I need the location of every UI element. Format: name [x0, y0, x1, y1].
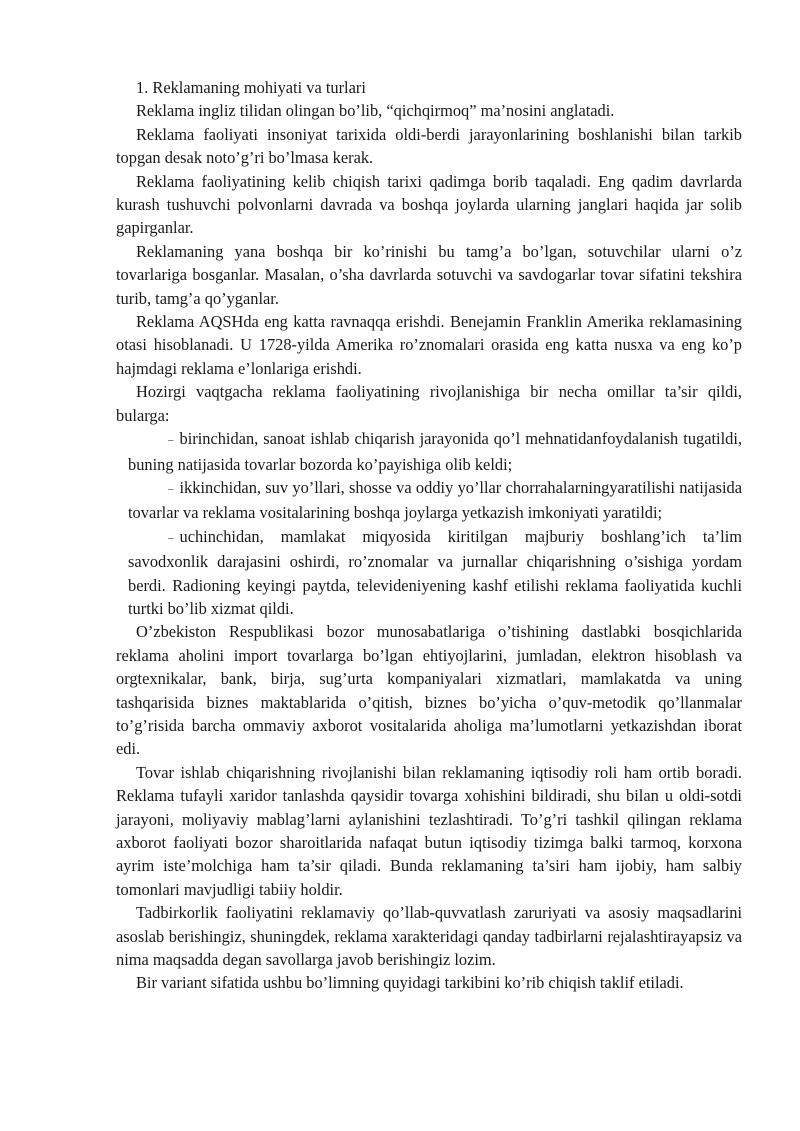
paragraph-stamp: Reklamaning yana boshqa bir ko’rinishi bu tamg’a bo’lgan, sotuvchilar ularni o’z tovarlariga bosganlar. Masalan, o’sha davrlarda sotuvchi va savdogarlar tovar sifatini tekshira turib, tamg’a qo’yganlar. — [116, 241, 742, 308]
paragraph-economic-role: Tovar ishlab chiqarishning rivojlanishi bilan reklamaning iqtisodiy roli ham ortib boradi. Reklama tufayli xaridor tanlashda qaysidir tovarga xohishini bildiradi, shu bilan u oldi-sotdi jarayoni, moliyaviy mablag’larni aylanishini tezlashtiradi. To’g’ri tashkil qilingan reklama axborot faoliyati bozor sharoitlarida nafaqat butun iqtisodiy tizimga balki tarmoq, korxona ayrim iste’molchiga ham ta’sir qiladi. Bunda reklamaning ta’siri ham ijobiy, ham salbiy tomonlari mavjudligi tabiiy holdir. — [116, 762, 742, 899]
paragraph-factors-intro: Hozirgi vaqtgacha reklama faoliyatining rivojlanishiga bir necha omillar ta’sir qildi, bularga: — [116, 382, 742, 425]
paragraph-uzbekistan: O’zbekiston Respublikasi bozor munosabatlariga o’tishining dastlabki bosqichlarida reklama aholini import tovarlarga bo’lgan ehtiyojlarini, jumladan, elektron hisoblash va orgtexnikalar, bank, birja, sug’urta kompaniyalari xizmatlari, mamlakatda va uning tashqarisida biznes maktablarida o’qitish, biznes bo’yicha o’quv-metodik qo’llanmalar to’g’risida barcha ommaviy axborot vositalarida aholiga ma’lumotlarni yetkazishdan iborat edi. — [116, 622, 742, 759]
list-dash-marker: – — [168, 482, 174, 495]
paragraph-history: Reklama faoliyatining kelib chiqish tarixi qadimga borib taqaladi. Eng qadim davrlarda kurash tushuvchi polvonlarni davrada va boshqa joylarda ularning janglari haqida jar solib gapirganlar. — [116, 171, 742, 238]
paragraph-entrepreneurship: Tadbirkorlik faoliyatini reklamaviy qo’llab-quvvatlash zaruriyati va asosiy maqsadlarini asoslab berishingiz, shuningdek, reklama xarakteridagi qanday tadbirlarni rejalashtirayapsiz va nima maqsadda degan savollarga javob berishingiz lozim. — [116, 903, 742, 970]
list-dash-marker: – — [168, 531, 174, 544]
list-item-text: birinchidan, sanoat ishlab chiqarish jarayonida qo’l mehnatidanfoydalanish tugatildi, buning natijasida tovarlar bozorda ko’payishiga olib keldi; — [128, 429, 742, 474]
list-item-second — [128, 476, 742, 525]
paragraph-variant: Bir variant sifatida ushbu bo’limning quyidagi tarkibini ko’rib chiqish taklif etiladi. — [136, 973, 684, 993]
document-page — [116, 76, 742, 995]
paragraph-definition: Reklama ingliz tilidan olingan bo’lib, “qichqirmoq” ma’nosini anglatadi. — [136, 101, 615, 121]
list-dash-marker: – — [168, 434, 174, 447]
section-heading: 1. Reklamaning mohiyati va turlari — [136, 78, 366, 97]
paragraph-origin: Reklama faoliyati insoniyat tarixida oldi-berdi jarayonlarining boshlanishi bilan tarkib topgan desak noto’g’ri bo’lmasa kerak. — [116, 124, 742, 168]
list-item-text: ikkinchidan, suv yo’llari, shosse va oddiy yo’llar chorrahalarningyaratilishi natijasida tovarlar va reklama vositalarining boshqa joylarga yetkazish imkoniyati yaratildi; — [128, 477, 742, 523]
list-item-first — [128, 427, 742, 476]
list-item-text: uchinchidan, mamlakat miqyosida kiritilgan majburiy boshlang’ich ta’lim savodxonlik darajasini oshirdi, ro’znomalar va jurnallar chiqarishning o’sishiga yordam berdi. Radioning keyingi paytda, televideniyening kashf etilishi reklama faoliyatida kuchli turtki bo’lib xizmat qildi. — [128, 526, 742, 618]
paragraph-usa: Reklama AQSHda eng katta ravnaqqa erishdi. Benejamin Franklin Amerika reklamasining otasi hisoblanadi. U 1728-yilda Amerika ro’znomalari orasida eng katta nusxa va eng ko’p hajmdagi reklama e’lonlariga erishdi. — [116, 312, 742, 378]
list-item-third — [128, 525, 742, 621]
